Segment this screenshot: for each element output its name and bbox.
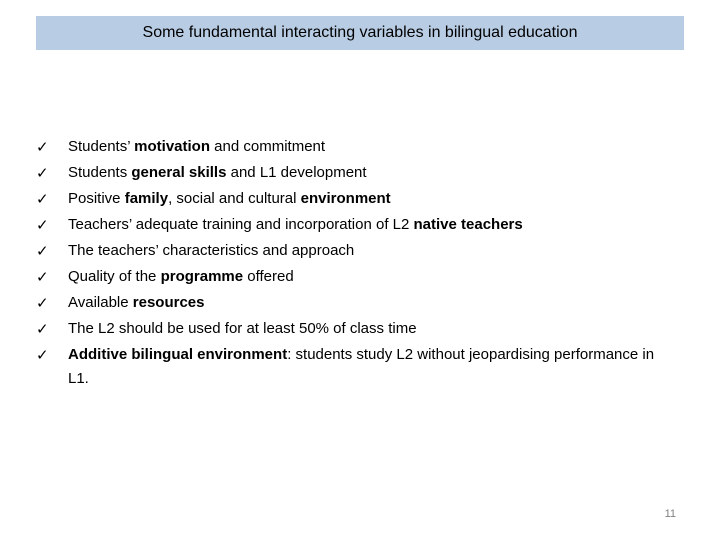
- body-text: The L2 should be used for at least 50% of class time: [68, 320, 417, 337]
- checkmark-icon: ✓: [36, 294, 49, 312]
- list-item: [36, 238, 656, 264]
- checkmark-icon: ✓: [36, 320, 49, 338]
- body-text: Students’: [68, 138, 135, 155]
- checkmark-icon: ✓: [36, 268, 49, 286]
- checkmark-icon: ✓: [36, 242, 49, 260]
- list-item-text: [68, 264, 656, 290]
- body-text: and L1 development: [226, 164, 367, 181]
- emphasis-text: environment: [300, 190, 391, 207]
- slide-title: Some fundamental interacting variables in bilingual education: [142, 24, 578, 41]
- body-text: Quality of the: [68, 268, 161, 285]
- body-text: offered: [243, 268, 294, 285]
- emphasis-text: motivation: [134, 138, 210, 155]
- list-item: [36, 134, 656, 160]
- title-bar: [36, 16, 684, 50]
- body-text: Positive: [68, 190, 125, 207]
- emphasis-text: Additive bilingual environment: [68, 346, 288, 363]
- body-text: Teachers’ adequate training and incorporation of L2: [68, 216, 414, 233]
- list-item: [36, 316, 656, 342]
- emphasis-text: resources: [132, 294, 205, 311]
- body-text: and commitment: [210, 138, 326, 155]
- list-item: [36, 160, 656, 186]
- checkmark-icon: ✓: [36, 164, 49, 182]
- emphasis-text: family: [124, 190, 169, 207]
- page-number: 11: [664, 508, 676, 520]
- list-item-text: [68, 160, 656, 186]
- body-text: Students: [68, 164, 132, 181]
- list-item-text: [68, 212, 656, 238]
- emphasis-text: programme: [160, 268, 244, 285]
- emphasis-text: native teachers: [413, 216, 523, 233]
- list-item-text: [68, 134, 656, 160]
- emphasis-text: general skills: [131, 164, 227, 181]
- list-item-text: [68, 186, 656, 212]
- checkmark-icon: ✓: [36, 346, 49, 364]
- list-item: [36, 212, 656, 238]
- list-item: [36, 342, 656, 391]
- bullet-list: [36, 134, 656, 391]
- body-text: : students study L2 without jeopardising performance in L1.: [68, 346, 655, 387]
- list-item-text: [68, 342, 656, 391]
- body-text: , social and cultural: [168, 190, 301, 207]
- list-item-text: [68, 290, 656, 316]
- list-item-text: [68, 316, 656, 342]
- checkmark-icon: ✓: [36, 138, 49, 156]
- checkmark-icon: ✓: [36, 190, 49, 208]
- list-item-text: [68, 238, 656, 264]
- body-text: The teachers’ characteristics and approach: [68, 242, 355, 259]
- checkmark-icon: ✓: [36, 216, 49, 234]
- list-item: [36, 290, 656, 316]
- list-item: [36, 186, 656, 212]
- body-text: Available: [68, 294, 133, 311]
- list-item: [36, 264, 656, 290]
